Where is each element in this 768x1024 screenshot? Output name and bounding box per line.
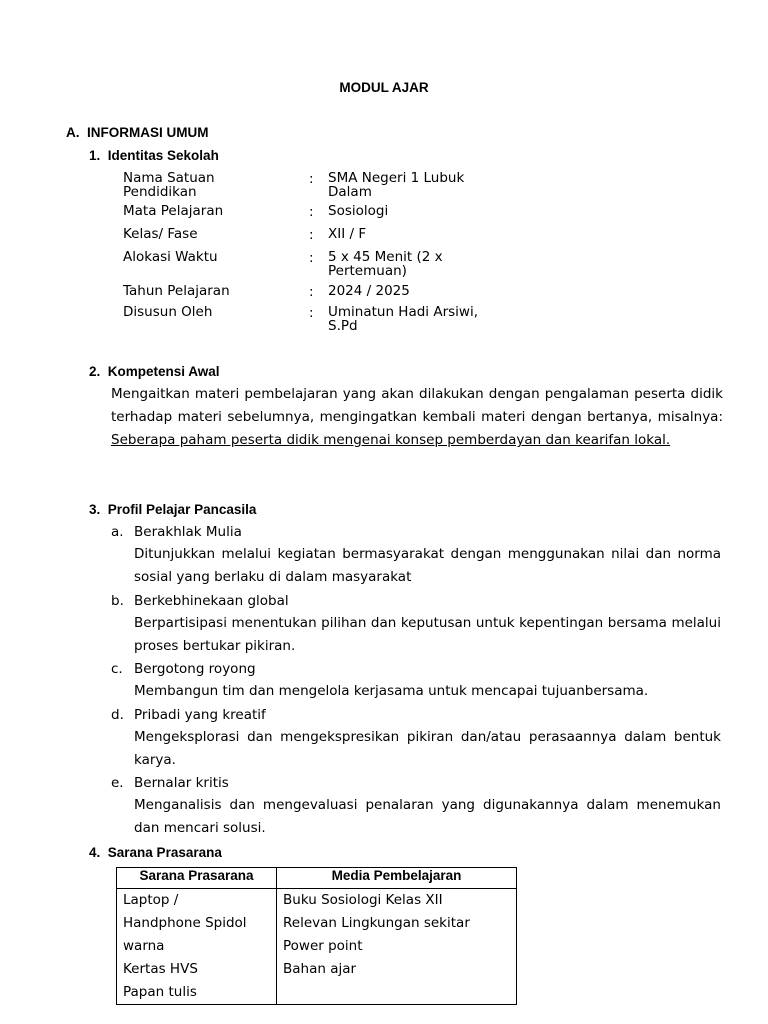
- section-a-heading: [66, 125, 209, 140]
- media-cell: [277, 889, 517, 1005]
- id-value-line: Uminatun Hadi Arsiwi,: [328, 304, 478, 320]
- id-label-nama-satuan: [123, 171, 215, 199]
- id-value-line: Pertemuan): [328, 263, 407, 279]
- kompetensi-underlined-text: Seberapa paham peserta didik mengenai konsep pemberdayan dan kearifan lokal.: [111, 432, 671, 448]
- sarana-title: Sarana Prasarana: [107, 845, 222, 860]
- sarana-item: Handphone Spidol: [123, 915, 247, 931]
- profil-item-letter: b.: [111, 593, 124, 609]
- media-item: Bahan ajar: [283, 961, 357, 977]
- section-a-title: INFORMASI UMUM: [87, 125, 209, 140]
- id-colon: :: [309, 204, 314, 220]
- id-value-alokasi-waktu: [328, 250, 443, 278]
- kompetensi-paragraph: [111, 383, 723, 452]
- sarana-heading: [89, 845, 222, 860]
- table-header-media: Media Pembelajaran: [277, 868, 517, 889]
- profil-item-letter: d.: [111, 707, 124, 723]
- id-label-line: Pendidikan: [123, 184, 197, 200]
- sarana-cell: [117, 889, 277, 1005]
- kompetensi-title: Kompetensi Awal: [107, 364, 220, 379]
- identitas-heading: [89, 148, 219, 163]
- id-colon: :: [309, 305, 314, 321]
- id-label-disusun-oleh: Disusun Oleh: [123, 304, 213, 320]
- profil-item-desc: Menganalisis dan mengevaluasi penalaran yang digunakannya dalam menemukan dan mencari solusi.: [134, 797, 721, 836]
- id-label-tahun-pelajaran: Tahun Pelajaran: [123, 283, 230, 299]
- profil-title: Profil Pelajar Pancasila: [107, 502, 257, 517]
- kompetensi-number: 2.: [89, 364, 101, 379]
- id-value-line: SMA Negeri 1 Lubuk: [328, 170, 465, 186]
- profil-item-title: Bergotong royong: [134, 661, 256, 677]
- identitas-number: 1.: [89, 148, 101, 163]
- sarana-table: [116, 867, 517, 1005]
- section-a-letter: A.: [66, 125, 80, 140]
- profil-item-desc: Ditunjukkan melalui kegiatan bermasyarakat dengan menggunakan nilai dan norma sosial yang berlaku di dalam masyarakat: [134, 546, 721, 585]
- id-colon: :: [309, 171, 314, 187]
- profil-item-letter: e.: [111, 775, 124, 791]
- profil-item-title: Pribadi yang kreatif: [134, 707, 266, 723]
- profil-item-title: Berkebhinekaan global: [134, 593, 289, 609]
- profil-heading: [89, 502, 256, 517]
- kompetensi-heading: [89, 364, 220, 379]
- profil-item-desc: Membangun tim dan mengelola kerjasama untuk mencapai tujuanbersama.: [134, 683, 649, 699]
- table-row: [117, 889, 517, 1005]
- id-label-mata-pelajaran: Mata Pelajaran: [123, 203, 224, 219]
- id-label-alokasi-waktu: Alokasi Waktu: [123, 249, 218, 265]
- document-title: MODUL AJAR: [339, 80, 429, 95]
- id-value-kelas-fase: XII / F: [328, 226, 367, 242]
- id-label-line: Nama Satuan: [123, 170, 215, 186]
- sarana-item: Papan tulis: [123, 984, 197, 1000]
- media-item: Relevan Lingkungan sekitar: [283, 915, 470, 931]
- sarana-item: warna: [123, 938, 165, 954]
- profil-item-title: Berakhlak Mulia: [134, 524, 242, 540]
- id-value-line: S.Pd: [328, 318, 358, 334]
- kompetensi-text: Mengaitkan materi pembelajaran yang akan dilakukan dengan pengalaman peserta didik terhadap materi sebelumnya, mengingatkan kembali materi dengan bertanya, misalnya:: [111, 386, 723, 425]
- identitas-title: Identitas Sekolah: [107, 148, 219, 163]
- id-label-kelas-fase: Kelas/ Fase: [123, 226, 198, 242]
- id-colon: :: [309, 284, 314, 300]
- media-item: Power point: [283, 938, 363, 954]
- id-value-line: 5 x 45 Menit (2 x: [328, 249, 443, 265]
- id-colon: :: [309, 250, 314, 266]
- profil-item-title: Bernalar kritis: [134, 775, 229, 791]
- sarana-item: Kertas HVS: [123, 961, 198, 977]
- id-value-disusun-oleh: [328, 305, 478, 333]
- table-header-row: [117, 868, 517, 889]
- sarana-item: Laptop /: [123, 892, 179, 908]
- profil-item-letter: c.: [111, 661, 123, 677]
- id-value-tahun-pelajaran: 2024 / 2025: [328, 283, 410, 299]
- id-colon: :: [309, 227, 314, 243]
- profil-item-desc: Berpartisipasi menentukan pilihan dan keputusan untuk kepentingan bersama melalui proses bertukar pikiran.: [134, 615, 721, 654]
- id-value-line: Dalam: [328, 184, 372, 200]
- sarana-number: 4.: [89, 845, 101, 860]
- table-header-sarana: Sarana Prasarana: [117, 868, 277, 889]
- profil-item-letter: a.: [111, 524, 124, 540]
- profil-number: 3.: [89, 502, 101, 517]
- media-item: Buku Sosiologi Kelas XII: [283, 892, 443, 908]
- id-value-mata-pelajaran: Sosiologi: [328, 203, 389, 219]
- id-value-nama-satuan: [328, 171, 464, 199]
- profil-item-desc: Mengeksplorasi dan mengekspresikan pikiran dan/atau perasaannya dalam bentuk karya.: [134, 729, 721, 768]
